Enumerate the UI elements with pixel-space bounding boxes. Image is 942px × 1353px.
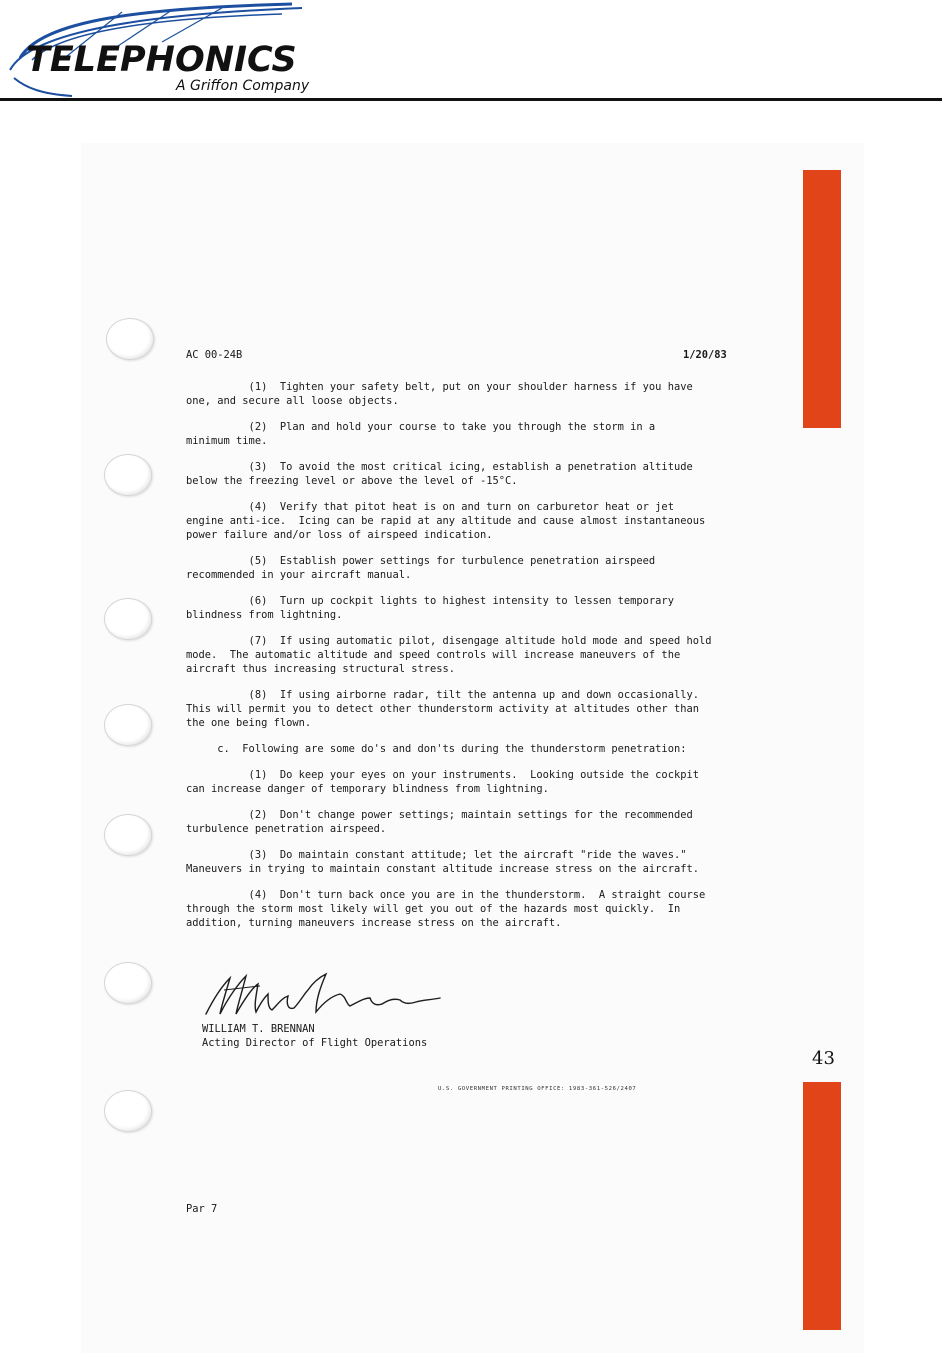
text-line: aircraft thus increasing structural stress. <box>186 663 455 675</box>
text-line: (4) Verify that pitot heat is on and turn on carburetor heat or jet <box>186 501 674 513</box>
text-line: minimum time. <box>186 435 268 447</box>
text-line: (3) Do maintain constant attitude; let the aircraft "ride the waves." <box>186 849 687 861</box>
binder-hole <box>104 454 152 496</box>
binder-hole <box>106 318 154 360</box>
page-number: 43 <box>812 1048 835 1069</box>
header-rule <box>0 98 942 101</box>
text-line: (5) Establish power settings for turbulence penetration airspeed <box>186 555 656 567</box>
text-line: (3) To avoid the most critical icing, establish a penetration altitude <box>186 461 693 473</box>
signatory-title: Acting Director of Flight Operations <box>202 1037 428 1049</box>
signatory-name: WILLIAM T. BRENNAN <box>202 1023 315 1035</box>
text-line: blindness from lightning. <box>186 609 343 621</box>
text-line: power failure and/or loss of airspeed indication. <box>186 529 493 541</box>
text-line: (8) If using airborne radar, tilt the antenna up and down occasionally. <box>186 689 699 701</box>
text-line: (7) If using automatic pilot, disengage altitude hold mode and speed hold <box>186 635 712 647</box>
text-line: c. Following are some do's and don'ts during the thunderstorm penetration: <box>186 743 687 755</box>
text-line: recommended in your aircraft manual. <box>186 569 412 581</box>
binder-hole <box>104 1090 152 1132</box>
logo-tagline: A Griffon Company <box>176 78 310 94</box>
text-line: can increase danger of temporary blindness from lightning. <box>186 783 549 795</box>
text-line: This will permit you to detect other thunderstorm activity at altitudes other than <box>186 703 699 715</box>
binder-hole <box>104 704 152 746</box>
text-line: (2) Plan and hold your course to take you through the storm in a <box>186 421 656 433</box>
section-tab-bottom <box>803 1082 841 1330</box>
text-line: mode. The automatic altitude and speed controls will increase maneuvers of the <box>186 649 681 661</box>
text-line: (4) Don't turn back once you are in the thunderstorm. A straight course <box>186 889 706 901</box>
text-line: through the storm most likely will get you out of the hazards most quickly. In <box>186 903 681 915</box>
text-line: (2) Don't change power settings; maintain settings for the recommended <box>186 809 693 821</box>
gpo-imprint: U.S. GOVERNMENT PRINTING OFFICE: 1983-361-526/2407 <box>438 1086 637 1092</box>
text-line: (1) Do keep your eyes on your instruments. Looking outside the cockpit <box>186 769 699 781</box>
binder-hole <box>104 814 152 856</box>
handwritten-signature <box>200 968 450 1022</box>
footer-paragraph-ref: Par 7 <box>186 1203 218 1215</box>
text-line: the one being flown. <box>186 717 312 729</box>
section-tab-top <box>803 170 841 428</box>
logo-wordmark: TELEPHONICS <box>26 40 297 80</box>
text-line: (1) Tighten your safety belt, put on your shoulder harness if you have <box>186 381 693 393</box>
text-line: engine anti-ice. Icing can be rapid at any altitude and cause almost instantaneous <box>186 515 706 527</box>
doc-id: AC 00-24B <box>186 349 243 361</box>
binder-hole <box>104 598 152 640</box>
text-line: Maneuvers in trying to maintain constant altitude increase stress on the aircraft. <box>186 863 699 875</box>
text-line: one, and secure all loose objects. <box>186 395 399 407</box>
doc-date: 1/20/83 <box>683 349 727 361</box>
text-line: addition, turning maneuvers increase stress on the aircraft. <box>186 917 562 929</box>
text-line: turbulence penetration airspeed. <box>186 823 387 835</box>
text-line: (6) Turn up cockpit lights to highest intensity to lessen temporary <box>186 595 674 607</box>
page-header <box>0 0 942 104</box>
text-line: below the freezing level or above the level of -15°C. <box>186 475 518 487</box>
binder-hole <box>104 962 152 1004</box>
